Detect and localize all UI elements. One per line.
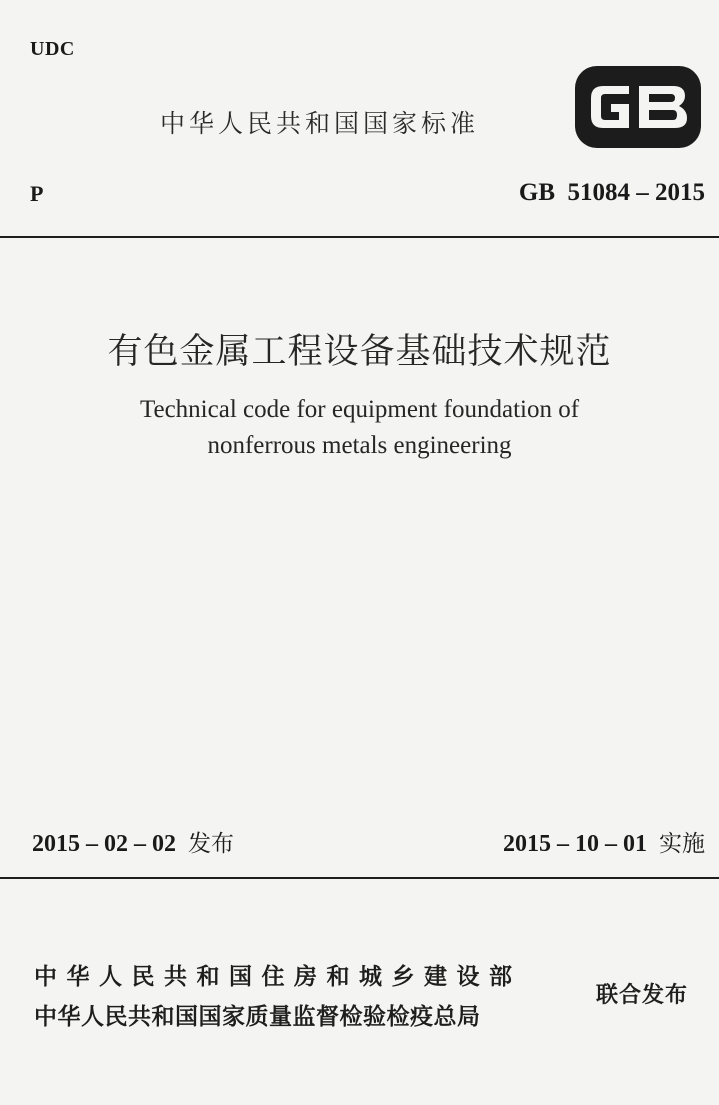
- title-english-line-1: Technical code for equipment foundation of: [139, 396, 580, 423]
- title-chinese: 有色金属工程设备基础技术规范: [107, 332, 612, 372]
- classification-code: P: [30, 181, 44, 206]
- joint-release-label: 联合发布: [596, 983, 689, 1008]
- header-divider: [0, 236, 719, 238]
- issue-date: [32, 825, 234, 858]
- publisher-ministry-housing: 中华人民共和国住房和城乡建设部: [34, 964, 522, 990]
- national-standard-heading: 中华人民共和国国家标准: [160, 109, 480, 138]
- issue-label: 发布: [188, 831, 234, 857]
- implementation-label: 实施: [659, 831, 705, 857]
- udc-label: UDC: [30, 38, 75, 60]
- standard-number: GB 51084 – 2015: [518, 179, 705, 206]
- implementation-date: [503, 825, 705, 858]
- implementation-date-value: 2015 – 10 – 01: [503, 831, 647, 857]
- gb-logo: [573, 64, 703, 150]
- title-english-line-2: nonferrous metals engineering: [207, 432, 512, 459]
- issue-date-value: 2015 – 02 – 02: [32, 831, 176, 857]
- publisher-aqsiq: 中华人民共和国国家质量监督检验检疫总局: [34, 1004, 481, 1030]
- footer-divider: [0, 877, 719, 879]
